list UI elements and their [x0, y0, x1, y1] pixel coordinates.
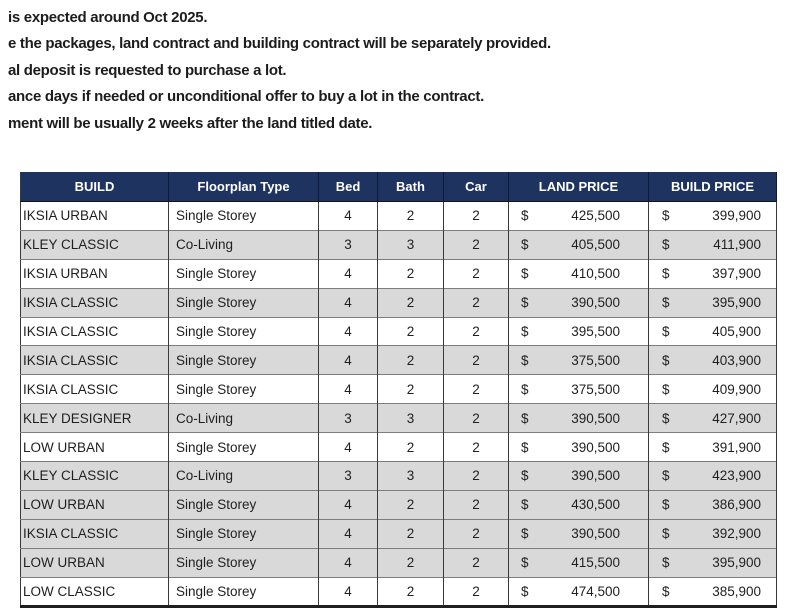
currency-symbol: $ — [662, 555, 670, 571]
price-amount: 395,900 — [712, 555, 761, 571]
cell-bed: 3 — [319, 462, 378, 491]
currency-symbol: $ — [521, 555, 529, 571]
cell-build-price — [649, 548, 777, 577]
build-name: KLEY DESIGNER — [23, 410, 132, 426]
cell-floorplan-type: Single Storey — [169, 259, 319, 288]
cell-land-price — [509, 548, 649, 577]
cell-land-price — [509, 404, 649, 433]
cell-floorplan-type: Single Storey — [169, 548, 319, 577]
table-row — [21, 317, 777, 346]
note-line-4: ance days if needed or unconditional offer to buy a lot in the contract. — [8, 88, 484, 106]
cell-land-price — [509, 230, 649, 259]
cell-car: 2 — [444, 202, 509, 231]
cell-bath: 2 — [378, 577, 444, 607]
cell-build — [21, 462, 169, 491]
price-amount: 395,900 — [712, 295, 761, 311]
table-header-row — [21, 172, 777, 202]
cell-bath: 2 — [378, 202, 444, 231]
cell-car: 2 — [444, 288, 509, 317]
currency-symbol: $ — [521, 381, 529, 397]
col-header-bed: Bed — [319, 172, 378, 202]
build-name: IKSIA CLASSIC — [23, 324, 119, 339]
build-name: IKSIA CLASSIC — [23, 352, 119, 368]
cell-bath: 2 — [378, 433, 444, 462]
cell-bed: 4 — [319, 433, 378, 462]
price-amount: 423,900 — [712, 468, 761, 484]
price-amount: 390,500 — [571, 526, 620, 542]
price-amount: 409,900 — [712, 381, 761, 397]
cell-bed: 4 — [319, 375, 378, 404]
currency-symbol: $ — [662, 237, 670, 253]
currency-symbol: $ — [521, 266, 529, 282]
cell-bath: 2 — [378, 519, 444, 548]
price-amount: 375,500 — [571, 352, 620, 368]
table-row — [21, 433, 777, 462]
table-row — [21, 577, 777, 607]
currency-symbol: $ — [662, 410, 670, 426]
cell-build-price — [649, 346, 777, 375]
price-amount: 474,500 — [571, 584, 620, 600]
cell-build-price — [649, 462, 777, 491]
currency-symbol: $ — [521, 439, 529, 455]
cell-bath: 2 — [378, 490, 444, 519]
packages-table — [20, 172, 777, 608]
cell-build — [21, 288, 169, 317]
cell-floorplan-type: Single Storey — [169, 288, 319, 317]
table-row — [21, 375, 777, 404]
currency-symbol: $ — [662, 352, 670, 368]
cell-land-price — [509, 259, 649, 288]
cell-bed: 4 — [319, 259, 378, 288]
cell-bed: 4 — [319, 577, 378, 607]
note-line-3: al deposit is requested to purchase a lot. — [8, 61, 287, 79]
col-header-land-price: LAND PRICE — [509, 172, 649, 202]
cell-land-price — [509, 577, 649, 607]
build-name: IKSIA URBAN — [23, 208, 108, 224]
currency-symbol: $ — [521, 352, 529, 368]
cell-build-price — [649, 519, 777, 548]
cell-floorplan-type: Single Storey — [169, 577, 319, 607]
cell-car: 2 — [444, 346, 509, 375]
price-amount: 425,500 — [571, 208, 620, 224]
note-line-1: is expected around Oct 2025. — [8, 9, 208, 26]
currency-symbol: $ — [521, 584, 529, 600]
col-header-build: BUILD — [21, 172, 169, 202]
cell-build-price — [649, 433, 777, 462]
cell-bed: 3 — [319, 230, 378, 259]
cell-car: 2 — [444, 230, 509, 259]
cell-build-price — [649, 288, 777, 317]
currency-symbol: $ — [662, 497, 670, 513]
currency-symbol: $ — [521, 526, 529, 542]
cell-floorplan-type: Single Storey — [169, 317, 319, 346]
price-amount: 390,500 — [571, 295, 620, 311]
cell-build-price — [649, 375, 777, 404]
note-line-2: e the packages, land contract and building contract will be separately provided. — [8, 35, 551, 53]
cell-bath: 2 — [378, 346, 444, 375]
currency-symbol: $ — [662, 208, 670, 224]
price-amount: 411,900 — [713, 237, 761, 253]
cell-car: 2 — [444, 259, 509, 288]
cell-build — [21, 202, 169, 231]
table-row — [21, 230, 777, 259]
cell-car: 2 — [444, 433, 509, 462]
cell-build-price — [649, 317, 777, 346]
cell-bath: 2 — [378, 317, 444, 346]
cell-floorplan-type: Single Storey — [169, 519, 319, 548]
build-name: LOW URBAN — [23, 555, 105, 571]
currency-symbol: $ — [521, 468, 529, 484]
cell-build-price — [649, 577, 777, 607]
price-amount: 392,900 — [712, 526, 761, 542]
build-name: LOW URBAN — [23, 439, 105, 455]
cell-bed: 4 — [319, 317, 378, 346]
cell-build-price — [649, 230, 777, 259]
price-amount: 405,500 — [571, 237, 620, 253]
col-header-bath: Bath — [378, 172, 444, 202]
price-amount: 399,900 — [712, 208, 761, 224]
cell-bed: 4 — [319, 288, 378, 317]
cell-bath: 3 — [378, 230, 444, 259]
currency-symbol: $ — [521, 497, 529, 513]
table-row — [21, 259, 777, 288]
cell-bath: 2 — [378, 288, 444, 317]
price-amount: 390,500 — [571, 468, 620, 484]
price-amount: 410,500 — [571, 266, 620, 282]
cell-car: 2 — [444, 375, 509, 404]
build-name: IKSIA CLASSIC — [23, 381, 119, 397]
build-name: IKSIA URBAN — [23, 266, 108, 282]
cell-floorplan-type: Single Storey — [169, 202, 319, 231]
price-amount: 390,500 — [571, 439, 620, 455]
cell-car: 2 — [444, 519, 509, 548]
table-row — [21, 404, 777, 433]
cell-bed: 4 — [319, 490, 378, 519]
cell-build — [21, 259, 169, 288]
intro-notes — [8, 5, 788, 137]
cell-build — [21, 375, 169, 404]
cell-build — [21, 404, 169, 433]
table-row — [21, 519, 777, 548]
cell-land-price — [509, 288, 649, 317]
cell-build-price — [649, 202, 777, 231]
cell-build-price — [649, 404, 777, 433]
currency-symbol: $ — [662, 324, 670, 339]
currency-symbol: $ — [521, 324, 529, 339]
cell-bath: 2 — [378, 548, 444, 577]
cell-land-price — [509, 375, 649, 404]
cell-car: 2 — [444, 317, 509, 346]
table-row — [21, 462, 777, 491]
table-row — [21, 202, 777, 231]
cell-land-price — [509, 462, 649, 491]
currency-symbol: $ — [662, 526, 670, 542]
currency-symbol: $ — [521, 295, 529, 311]
cell-build — [21, 577, 169, 607]
cell-floorplan-type: Co-Living — [169, 462, 319, 491]
currency-symbol: $ — [662, 381, 670, 397]
build-name: IKSIA CLASSIC — [23, 526, 119, 542]
col-header-car: Car — [444, 172, 509, 202]
build-name: LOW URBAN — [23, 497, 105, 513]
cell-floorplan-type: Single Storey — [169, 433, 319, 462]
cell-car: 2 — [444, 548, 509, 577]
cell-car: 2 — [444, 404, 509, 433]
cell-build-price — [649, 259, 777, 288]
cell-build — [21, 519, 169, 548]
cell-land-price — [509, 490, 649, 519]
build-name: IKSIA CLASSIC — [23, 295, 119, 311]
cell-floorplan-type: Single Storey — [169, 490, 319, 519]
table-row — [21, 346, 777, 375]
price-amount: 386,900 — [712, 497, 761, 513]
price-amount: 415,500 — [571, 555, 620, 571]
cell-build — [21, 317, 169, 346]
cell-bed: 4 — [319, 202, 378, 231]
cell-bed: 4 — [319, 346, 378, 375]
cell-bath: 3 — [378, 462, 444, 491]
currency-symbol: $ — [662, 266, 670, 282]
cell-floorplan-type: Co-Living — [169, 404, 319, 433]
cell-build — [21, 548, 169, 577]
currency-symbol: $ — [662, 295, 670, 311]
col-header-floorplan: Floorplan Type — [169, 172, 319, 202]
table-row — [21, 490, 777, 519]
table-row — [21, 548, 777, 577]
cell-build — [21, 490, 169, 519]
cell-land-price — [509, 202, 649, 231]
cell-bath: 3 — [378, 404, 444, 433]
cell-floorplan-type: Co-Living — [169, 230, 319, 259]
cell-bed: 4 — [319, 519, 378, 548]
price-amount: 405,900 — [712, 324, 761, 339]
cell-bath: 2 — [378, 375, 444, 404]
price-amount: 375,500 — [571, 381, 620, 397]
price-amount: 403,900 — [712, 352, 761, 368]
currency-symbol: $ — [521, 410, 529, 426]
price-amount: 430,500 — [571, 497, 620, 513]
cell-build — [21, 230, 169, 259]
build-name: KLEY CLASSIC — [23, 237, 119, 253]
note-line-5: ment will be usually 2 weeks after the land titled date. — [8, 114, 373, 132]
cell-build-price — [649, 490, 777, 519]
currency-symbol: $ — [662, 468, 670, 484]
build-name: LOW CLASSIC — [23, 584, 116, 600]
build-name: KLEY CLASSIC — [23, 468, 119, 484]
cell-land-price — [509, 433, 649, 462]
currency-symbol: $ — [521, 237, 529, 253]
cell-land-price — [509, 519, 649, 548]
cell-floorplan-type: Single Storey — [169, 346, 319, 375]
table-row — [21, 288, 777, 317]
price-amount: 385,900 — [712, 584, 761, 600]
price-amount: 391,900 — [712, 439, 761, 455]
cell-car: 2 — [444, 462, 509, 491]
cell-land-price — [509, 317, 649, 346]
price-amount: 390,500 — [571, 410, 620, 426]
cell-car: 2 — [444, 490, 509, 519]
cell-bath: 2 — [378, 259, 444, 288]
currency-symbol: $ — [662, 439, 670, 455]
currency-symbol: $ — [521, 208, 529, 224]
price-amount: 397,900 — [712, 266, 761, 282]
cell-car: 2 — [444, 577, 509, 607]
price-amount: 427,900 — [712, 410, 761, 426]
col-header-build-price: BUILD PRICE — [649, 172, 777, 202]
cell-build — [21, 346, 169, 375]
cell-floorplan-type: Single Storey — [169, 375, 319, 404]
cell-bed: 4 — [319, 548, 378, 577]
price-amount: 395,500 — [571, 324, 620, 339]
cell-land-price — [509, 346, 649, 375]
cell-build — [21, 433, 169, 462]
cell-bed: 3 — [319, 404, 378, 433]
currency-symbol: $ — [662, 584, 670, 600]
